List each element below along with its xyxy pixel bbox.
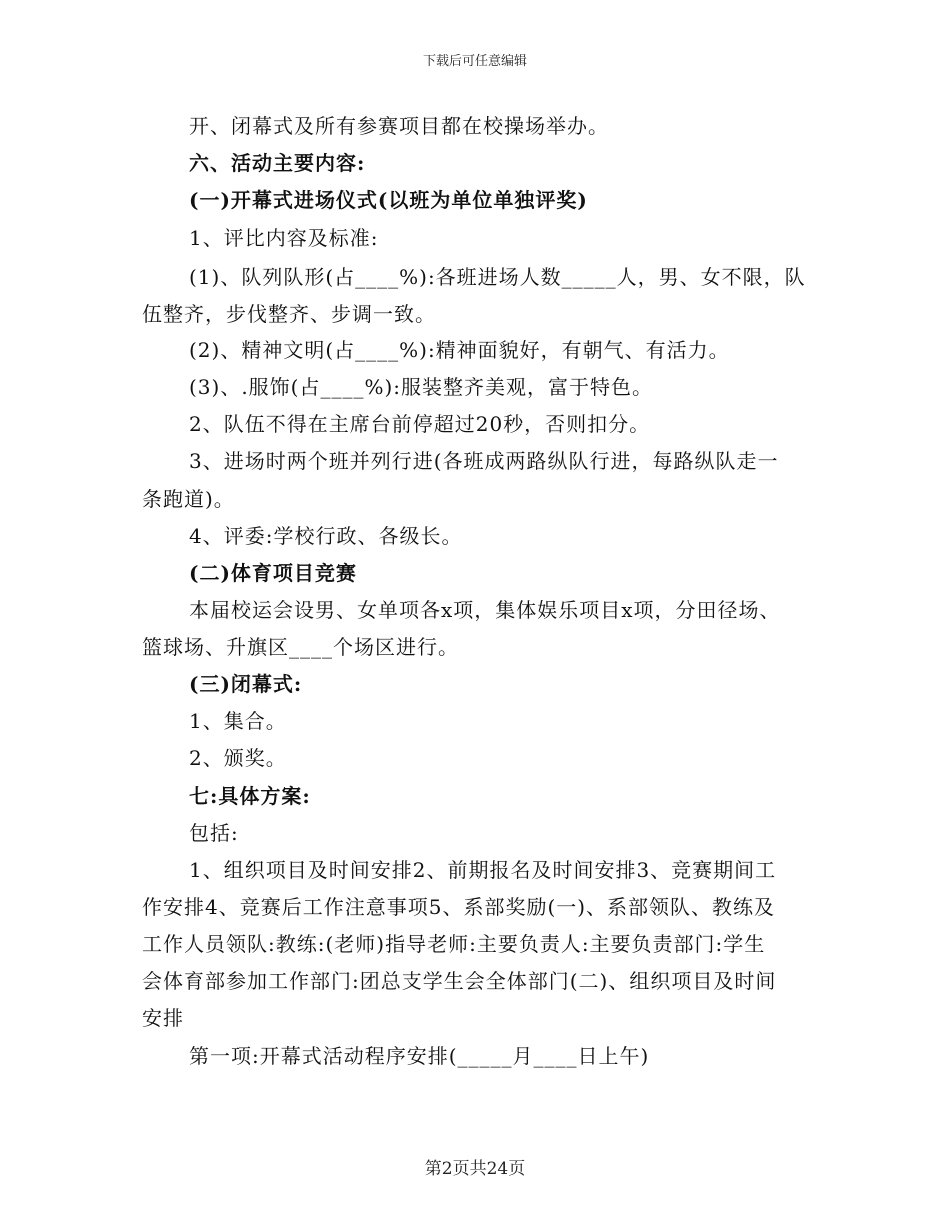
paragraph-line: 会体育部参加工作部门:团总支学生会全体部门(二)、组织项目及时间: [142, 969, 777, 993]
paragraph-line: 1、集合。: [189, 709, 287, 733]
paragraph-line: (1)、队列队形(占____%):各班进场人数_____人，男、女不限，队: [189, 265, 806, 289]
subsection-heading: (一)开幕式进场仪式(以班为单位单独评奖): [189, 188, 588, 212]
paragraph-line: 第一项:开幕式活动程序安排(_____月____日上午): [189, 1044, 650, 1068]
paragraph-line: 伍整齐，步伐整齐、步调一致。: [142, 302, 436, 326]
paragraph-line: 本届校运会设男、女单项各x项，集体娱乐项目x项，分田径场、: [189, 598, 781, 622]
paragraph-line: 安排: [142, 1006, 184, 1030]
subsection-heading: (三)闭幕式:: [189, 672, 303, 696]
paragraph-line: 工作人员领队:教练:(老师)指导老师:主要负责人:主要负责部门:学生: [142, 932, 766, 956]
paragraph-line: 2、队伍不得在主席台前停超过20秒，否则扣分。: [189, 412, 651, 436]
paragraph-line: 4、评委:学校行政、各级长。: [189, 524, 463, 548]
page-footer: 第2页共24页: [424, 1159, 526, 1179]
paragraph-line: 开、闭幕式及所有参赛项目都在校操场举办。: [189, 114, 609, 138]
paragraph-line: (2)、精神文明(占____%):精神面貌好，有朝气、有活力。: [189, 338, 730, 362]
paragraph-line: 1、组织项目及时间安排2、前期报名及时间安排3、竞赛期间工: [189, 858, 777, 882]
subsection-heading: (二)体育项目竞赛: [189, 561, 357, 585]
paragraph-line: (3)、.服饰(占____%):服装整齐美观，富于特色。: [189, 375, 654, 399]
paragraph-line: 篮球场、升旗区____个场区进行。: [142, 635, 459, 659]
paragraph-line: 包括:: [189, 821, 239, 845]
paragraph-line: 1、评比内容及标准:: [189, 226, 379, 250]
page-header: 下载后可任意编辑: [422, 54, 527, 69]
paragraph-line: 2、颁奖。: [189, 746, 287, 770]
section-heading: 六、活动主要内容:: [189, 151, 366, 175]
paragraph-line: 3、进场时两个班并列行进(各班成两路纵队行进，每路纵队走一: [189, 449, 779, 473]
paragraph-line: 作安排4、竞赛后工作注意事项5、系部奖励(一)、系部领队、教练及: [142, 895, 776, 919]
section-heading: 七:具体方案:: [189, 784, 311, 808]
paragraph-line: 条跑道)。: [142, 487, 235, 511]
